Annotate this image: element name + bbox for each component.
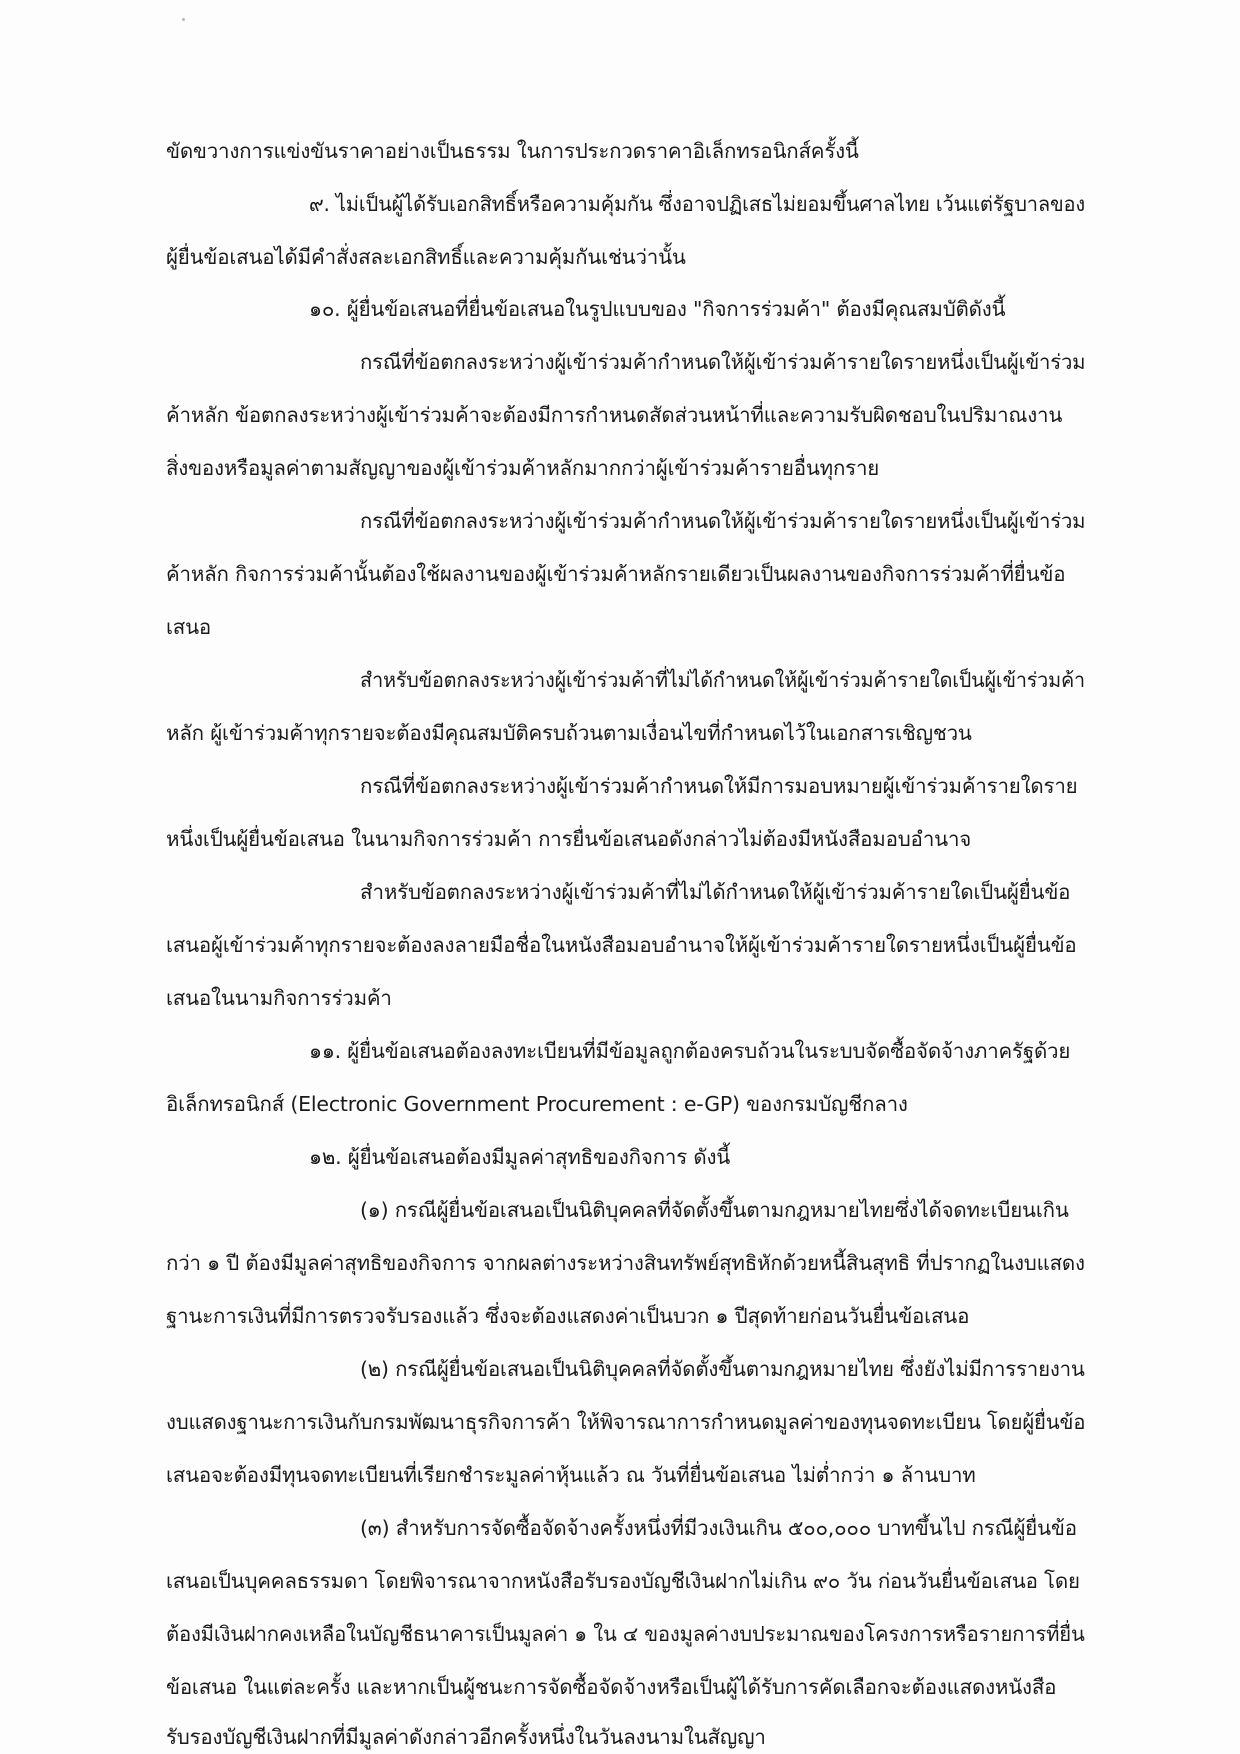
text-line: (๒) กรณีผู้ยื่นข้อเสนอเป็นนิติบุคคลที่จัดตั้งขึ้นตามกฎหมายไทย ซึ่งยังไม่มีการรายงาน <box>360 1357 1085 1381</box>
text-line: หนึ่งเป็นผู้ยื่นข้อเสนอ ในนามกิจการร่วมค้า การยื่นข้อเสนอดังกล่าวไม่ต้องมีหนังสือมอบอำนาจ <box>166 827 972 851</box>
text-line: เสนอในนามกิจการร่วมค้า <box>166 986 392 1010</box>
text-line: ๑๒. ผู้ยื่นข้อเสนอต้องมีมูลค่าสุทธิของกิจการ ดังนี้ <box>309 1145 731 1169</box>
text-line: ๙. ไม่เป็นผู้ได้รับเอกสิทธิ์หรือความคุ้มกัน ซึ่งอาจปฏิเสธไม่ยอมขึ้นศาลไทย เว้นแต่รัฐบาลของ <box>309 192 1085 216</box>
text-line: ข้อเสนอ ในแต่ละครั้ง และหากเป็นผู้ชนะการจัดซื้อจัดจ้างหรือเป็นผู้ได้รับการคัดเลือกจะต้องแสดงหนังสือ <box>166 1675 1057 1699</box>
text-line: (๓) สำหรับการจัดซื้อจัดจ้างครั้งหนึ่งที่มีวงเงินเกิน ๕๐๐,๐๐๐ บาทขึ้นไป กรณีผู้ยื่นข้อ <box>360 1516 1077 1540</box>
text-line: กรณีที่ข้อตกลงระหว่างผู้เข้าร่วมค้ากำหนดให้ผู้เข้าร่วมค้ารายใดรายหนึ่งเป็นผู้เข้าร่วม <box>360 350 1086 374</box>
text-line: กรณีที่ข้อตกลงระหว่างผู้เข้าร่วมค้ากำหนดให้ผู้เข้าร่วมค้ารายใดรายหนึ่งเป็นผู้เข้าร่วม <box>360 509 1086 533</box>
text-line: สิ่งของหรือมูลค่าตามสัญญาของผู้เข้าร่วมค้าหลักมากกว่าผู้เข้าร่วมค้ารายอื่นทุกราย <box>166 456 880 480</box>
text-line: สำหรับข้อตกลงระหว่างผู้เข้าร่วมค้าที่ไม่ได้กำหนดให้ผู้เข้าร่วมค้ารายใดเป็นผู้ยื่นข้อ <box>360 880 1071 904</box>
text-line: ฐานะการเงินที่มีการตรวจรับรองแล้ว ซึ่งจะต้องแสดงค่าเป็นบวก ๑ ปีสุดท้ายก่อนวันยื่นข้อเสนอ <box>166 1304 970 1328</box>
text-line: เสนอผู้เข้าร่วมค้าทุกรายจะต้องลงลายมือชื่อในหนังสือมอบอำนาจให้ผู้เข้าร่วมค้ารายใดรายหนึ่งเป็นผู้ยื่นข้อ <box>166 933 1077 957</box>
text-line: เสนอ <box>166 615 212 639</box>
text-line: ๑๑. ผู้ยื่นข้อเสนอต้องลงทะเบียนที่มีข้อมูลถูกต้องครบถ้วนในระบบจัดซื้อจัดจ้างภาครัฐด้วย <box>309 1039 1071 1063</box>
text-line: ค้าหลัก ข้อตกลงระหว่างผู้เข้าร่วมค้าจะต้องมีการกำหนดสัดส่วนหน้าที่และความรับผิดชอบในปริมาณงาน <box>166 403 1063 427</box>
scan-speck <box>182 18 185 21</box>
text-line: ต้องมีเงินฝากคงเหลือในบัญชีธนาคารเป็นมูลค่า ๑ ใน ๔ ของมูลค่างบประมาณของโครงการหรือรายการที่ยื่น <box>166 1622 1085 1646</box>
text-line: เสนอจะต้องมีทุนจดทะเบียนที่เรียกชำระมูลค่าหุ้นแล้ว ณ วันที่ยื่นข้อเสนอ ไม่ต่ำกว่า ๑ ล้านบาท <box>166 1463 976 1487</box>
text-line: ๑๐. ผู้ยื่นข้อเสนอที่ยื่นข้อเสนอในรูปแบบของ "กิจการร่วมค้า" ต้องมีคุณสมบัติดังนี้ <box>309 297 1006 321</box>
text-line: อิเล็กทรอนิกส์ (Electronic Government Procurement : e-GP) ของกรมบัญชีกลาง <box>166 1092 908 1116</box>
text-line: รับรองบัญชีเงินฝากที่มีมูลค่าดังกล่าวอีกครั้งหนึ่งในวันลงนามในสัญญา <box>166 1725 766 1749</box>
text-line: เสนอเป็นบุคคลธรรมดา โดยพิจารณาจากหนังสือรับรองบัญชีเงินฝากไม่เกิน ๙๐ วัน ก่อนวันยื่นข้อเสนอ โดย <box>166 1569 1080 1593</box>
text-line: ขัดขวางการแข่งขันราคาอย่างเป็นธรรม ในการประกวดราคาอิเล็กทรอนิกส์ครั้งนี้ <box>166 139 859 163</box>
text-line: งบแสดงฐานะการเงินกับกรมพัฒนาธุรกิจการค้า ให้พิจารณาการกำหนดมูลค่าของทุนจดทะเบียน โดยผู้ยื่นข้อ <box>166 1410 1086 1434</box>
text-line: กว่า ๑ ปี ต้องมีมูลค่าสุทธิของกิจการ จากผลต่างระหว่างสินทรัพย์สุทธิหักด้วยหนี้สินสุทธิ ที่ปรากฏในงบแสดง <box>166 1251 1085 1275</box>
text-line: ค้าหลัก กิจการร่วมค้านั้นต้องใช้ผลงานของผู้เข้าร่วมค้าหลักรายเดียวเป็นผลงานของกิจการร่วมค้าที่ยื่นข้อ <box>166 562 1066 586</box>
text-line: สำหรับข้อตกลงระหว่างผู้เข้าร่วมค้าที่ไม่ได้กำหนดให้ผู้เข้าร่วมค้ารายใดเป็นผู้เข้าร่วมค้า <box>360 668 1085 692</box>
text-line: กรณีที่ข้อตกลงระหว่างผู้เข้าร่วมค้ากำหนดให้มีการมอบหมายผู้เข้าร่วมค้ารายใดราย <box>360 774 1078 798</box>
text-line: (๑) กรณีผู้ยื่นข้อเสนอเป็นนิติบุคคลที่จัดตั้งขึ้นตามกฎหมายไทยซึ่งได้จดทะเบียนเกิน <box>360 1198 1069 1222</box>
text-line: หลัก ผู้เข้าร่วมค้าทุกรายจะต้องมีคุณสมบัติครบถ้วนตามเงื่อนไขที่กำหนดไว้ในเอกสารเชิญชวน <box>166 721 972 745</box>
text-line: ผู้ยื่นข้อเสนอได้มีคำสั่งสละเอกสิทธิ์และความคุ้มกันเช่นว่านั้น <box>166 245 686 269</box>
